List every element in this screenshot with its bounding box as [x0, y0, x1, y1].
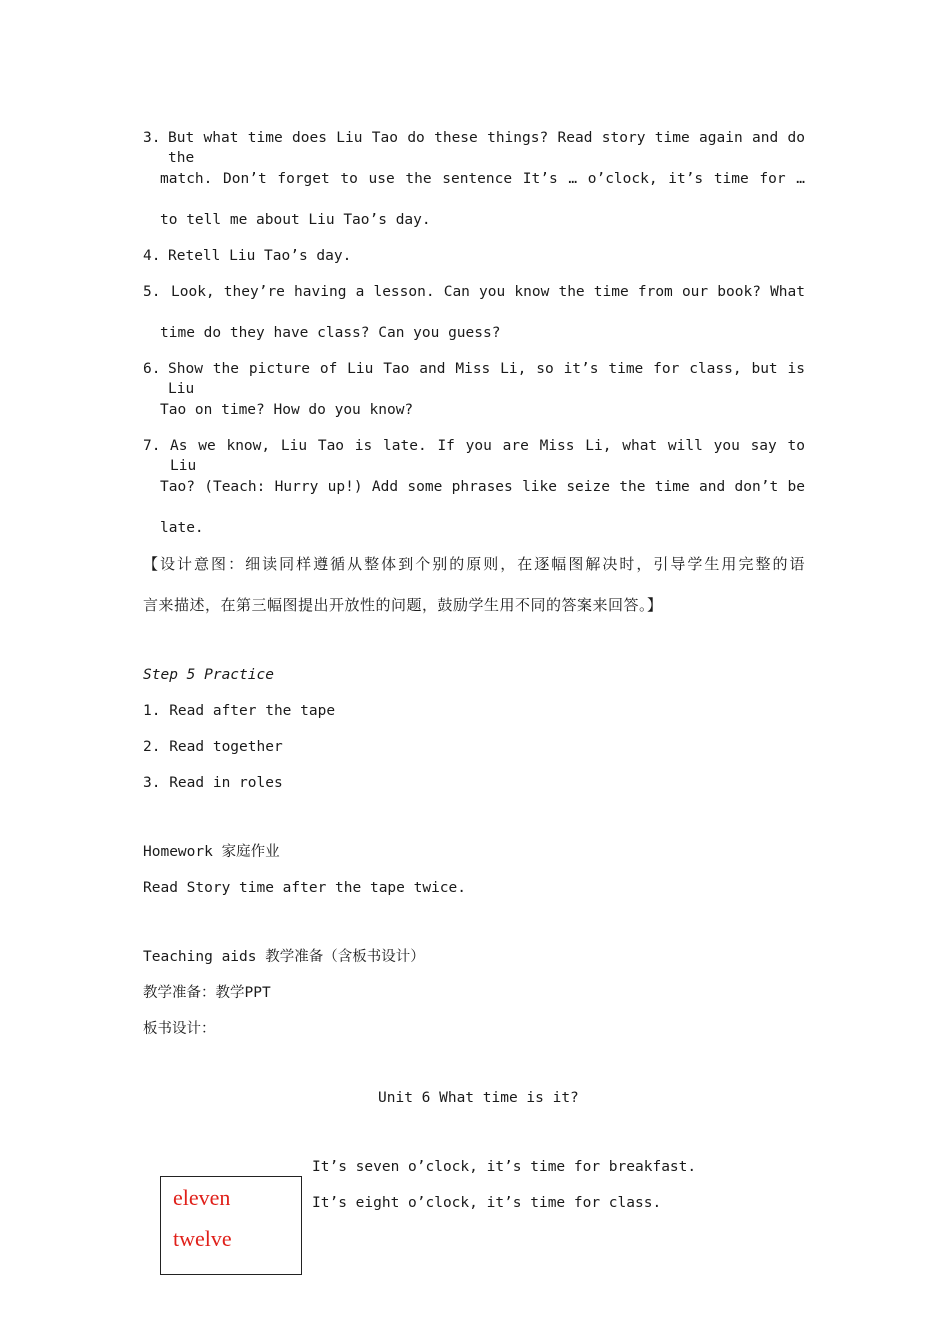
item-7-line-3: late.	[160, 520, 204, 536]
item-3-line-1: But what time does Liu Tao do these things? Read story time again and do the	[168, 130, 805, 166]
design-intent-line-2: 言来描述，在第三幅图提出开放性的问题，鼓励学生用不同的答案来回答。】	[143, 596, 663, 614]
item-4-line-1: Retell Liu Tao’s day.	[168, 248, 352, 264]
item-number-5: 5.	[143, 284, 161, 300]
practice-heading: Step 5 Practice	[143, 667, 274, 683]
item-5-line-2: time do they have class? Can you guess?	[160, 325, 501, 341]
board-design-label: 板书设计：	[143, 1021, 216, 1037]
item-6-line-2: Tao on time? How do you know?	[160, 402, 414, 418]
item-number-7: 7.	[143, 438, 161, 454]
homework-heading: Homework 家庭作业	[143, 844, 280, 860]
teaching-prep: 教学准备：教学PPT	[143, 985, 271, 1001]
practice-item-1: 1. Read after the tape	[143, 703, 336, 719]
item-number-3: 3.	[143, 130, 161, 146]
board-title: Unit 6 What time is it?	[378, 1090, 579, 1106]
practice-item-2: 2. Read together	[143, 739, 283, 755]
homework-text: Read Story time after the tape twice.	[143, 880, 467, 896]
practice-item-3: 3. Read in roles	[143, 775, 283, 791]
teaching-aids-heading: Teaching aids 教学准备（含板书设计）	[143, 949, 425, 965]
item-5-line-1: Look, they’re having a lesson. Can you know the time from our book? What	[171, 284, 805, 300]
board-sentence-2: It’s eight o’clock, it’s time for class.	[312, 1195, 662, 1211]
item-7-line-1: As we know, Liu Tao is late. If you are Miss Li, what will you say to Liu	[170, 438, 805, 474]
board-word-eleven: eleven	[173, 1185, 231, 1210]
board-word-box	[160, 1176, 302, 1275]
design-intent-line-1: 【设计意图：细读同样遵循从整体到个别的原则，在逐幅图解决时，引导学生用完整的语	[143, 555, 805, 573]
board-word-twelve: twelve	[173, 1226, 232, 1251]
item-number-4: 4.	[143, 248, 161, 264]
item-3-line-2: match. Don’t forget to use the sentence It’s … o’clock, it’s time for …	[160, 171, 805, 187]
item-number-6: 6.	[143, 361, 161, 377]
board-sentence-1: It’s seven o’clock, it’s time for breakfast.	[312, 1159, 697, 1175]
item-3-line-3: to tell me about Liu Tao’s day.	[160, 212, 431, 228]
item-7-line-2: Tao? (Teach: Hurry up!) Add some phrases like seize the time and don’t be	[160, 479, 805, 495]
item-6-line-1: Show the picture of Liu Tao and Miss Li, so it’s time for class, but is Liu	[168, 361, 805, 397]
